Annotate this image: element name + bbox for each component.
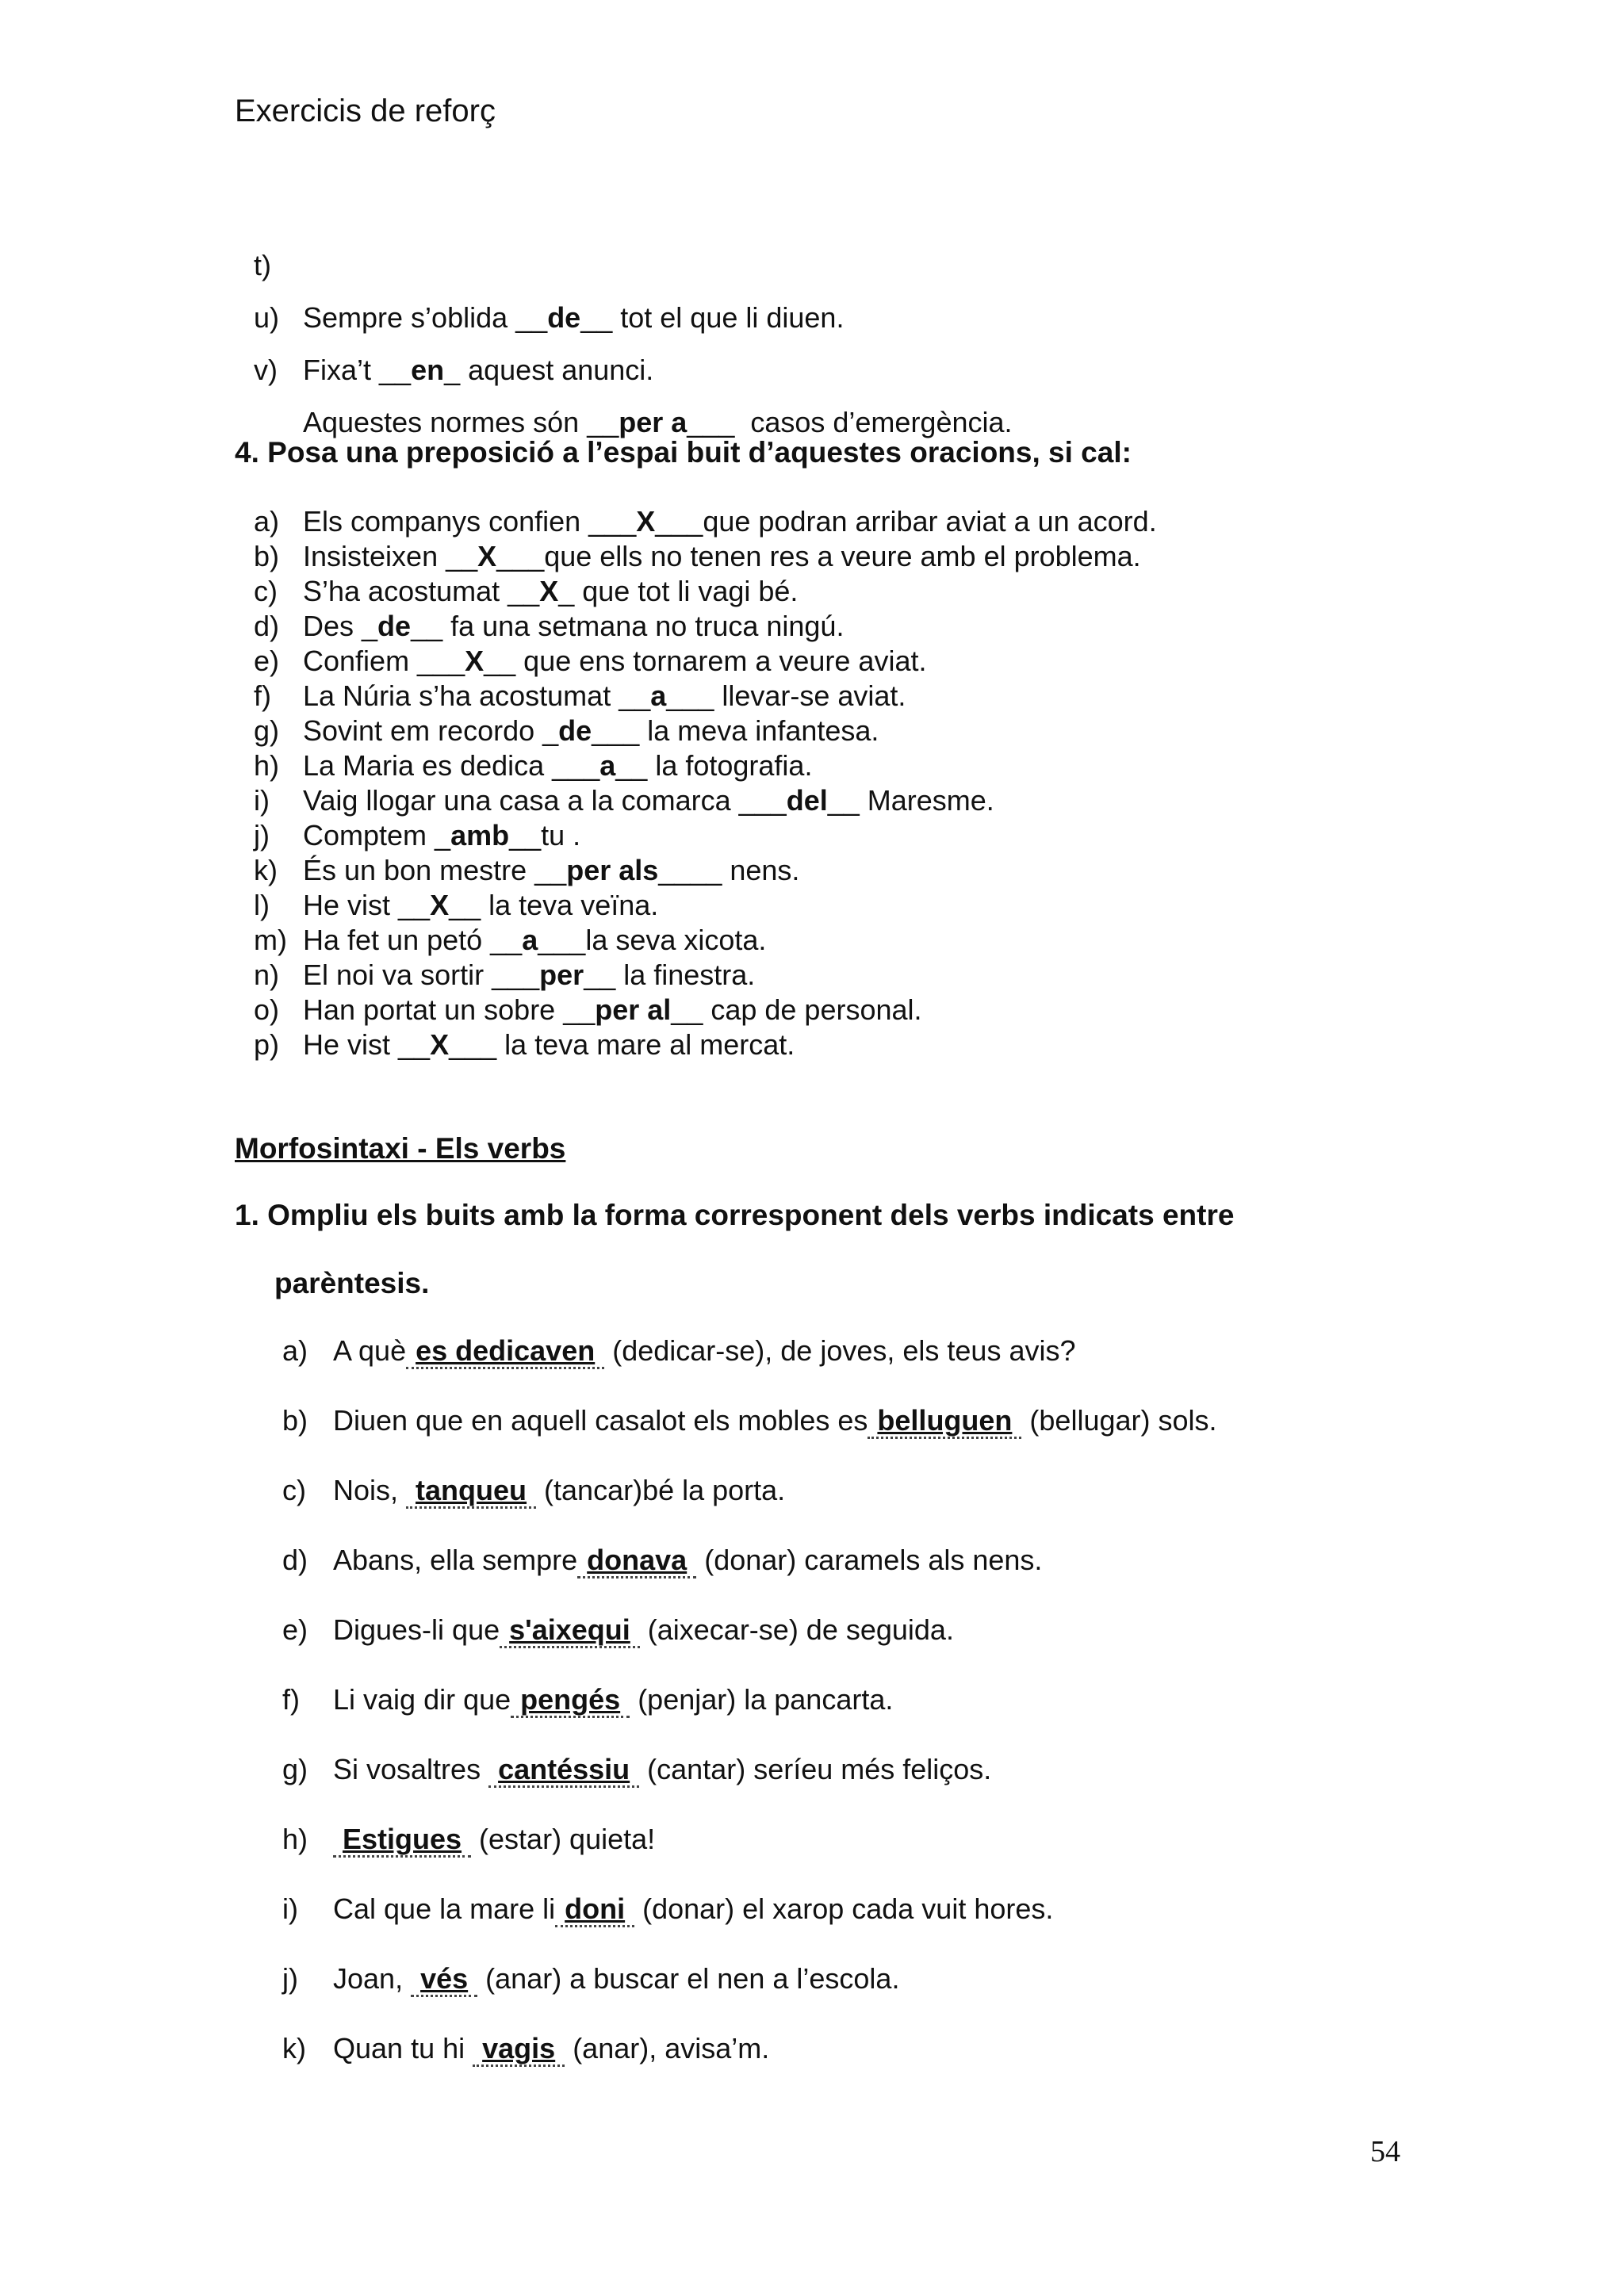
section-4-title: 4. Posa una preposició a l’espai buit d’aquestes oracions, si cal: [235,436,1132,469]
exercise-item: u) Fixa’t __en_ aquest anunci. [254,301,654,386]
task-1-line2: parèntesis. [274,1267,430,1299]
answer: en [411,354,445,386]
answer: vagis [473,2032,565,2067]
answer: X [465,645,485,677]
answer: Estigues [333,1823,471,1858]
answer: per [539,959,584,991]
answer: de [377,610,412,642]
answer: del [786,784,828,817]
answer: per a [619,406,688,438]
answer: a [522,924,538,956]
exercise-list-continued [254,187,1013,438]
answer: belluguen [868,1404,1021,1439]
answer: X [636,505,656,538]
document-page: Exercicis de reforç t) Sempre s’oblida __de__ tot el que li diuen. u) Fixa’t __en_ aquest anunci. v) Aquestes normes són __per a___ casos d’emergència. 4. Posa una preposició a l’espai buit d’aquestes oracions, si cal: a) Els companys confien ___X___que podran arribar aviat a un acord. b) Insisteixen __X___que ells no tenen res a veure amb el problema. c) S’ha acostumat __X_ que tot li vagi bé. d) Des _de__ fa una setmana no truca ningú. e) Confiem ___X__ que ens tornarem a veure aviat. f) La Núria s’ha acostumat __a___ llevar-se aviat. g) Sovint em recordo _de___ la meva infantesa. h) La Maria es dedica ___a__ la fotografia. i) Vaig llogar una casa a la comarca ___del__ Maresme. j) Comptem _amb__tu . k) És un bon mestre __per als____ nens. l) He vist __X__ la teva veïna. m) Ha fet un petó __a___la seva xicota. n) El noi va sortir ___per__ la finestra. o) Han portat un sobre __per al__ cap de personal. p) He vist __X___ la teva mare al mercat. Morfosintaxi - Els verbs 1. Ompliu els buits amb la forma corresponent dels verbs indicats entre parèntesis. a) A què es dedicaven (dedicar-se), de joves, els teus avis? b) Diuen que en aquell casalot els mobles es belluguen (bellugar) sols. c) Nois, tanqueu (tancar)bé la porta. d) Abans, ella sempre donava (donar) caramels als nens. e) Digues-li que s'aixequi (aixecar-se) de seguida. f) Li vaig dir que pengés (penjar) la pancarta. g) Si vosaltres cantéssiu (cantar) seríeu més feliços. h) Estigues (estar) quieta! i) Cal que la mare li doni (donar) el xarop cada vuit hores. j) Joan, vés (anar) a buscar el nen a l’escola. k) Quan tu hi vagis (anar), avisa’m. 54 [0,0,1624,2296]
task-1-instructions [235,1181,1404,1318]
answer: de [558,714,592,747]
answer: X [539,575,559,607]
answer: vés [411,1962,477,1997]
answer: per al [595,993,672,1026]
section-heading-morfosintaxi: Morfosintaxi - Els verbs [235,1132,566,1165]
answer: donava [577,1544,696,1578]
answer: de [547,301,581,334]
answer: X [430,1028,450,1061]
answer: s'aixequi [500,1613,640,1648]
task-1-line1: 1. Ompliu els buits amb la forma corresponent dels verbs indicats entre [235,1199,1235,1231]
answer: cantéssiu [488,1753,639,1788]
answer: X [477,540,497,572]
exercise-item: v) Aquestes normes són __per a___ casos d’emergència. [254,354,1013,438]
answer: X [430,889,450,921]
page-header: Exercicis de reforç [235,94,496,128]
answer: a [599,749,616,782]
answer: tanqueu [406,1474,536,1509]
page-number: 54 [1370,2135,1400,2168]
answer: per als [566,854,659,886]
exercise-item: t) Sempre s’oblida __de__ tot el que li diuen. [254,249,845,334]
answer: doni [555,1892,634,1927]
answer: a [650,679,667,712]
answer: amb [450,819,510,851]
answer: es dedicaven [406,1334,604,1369]
answer: pengés [511,1683,630,1718]
